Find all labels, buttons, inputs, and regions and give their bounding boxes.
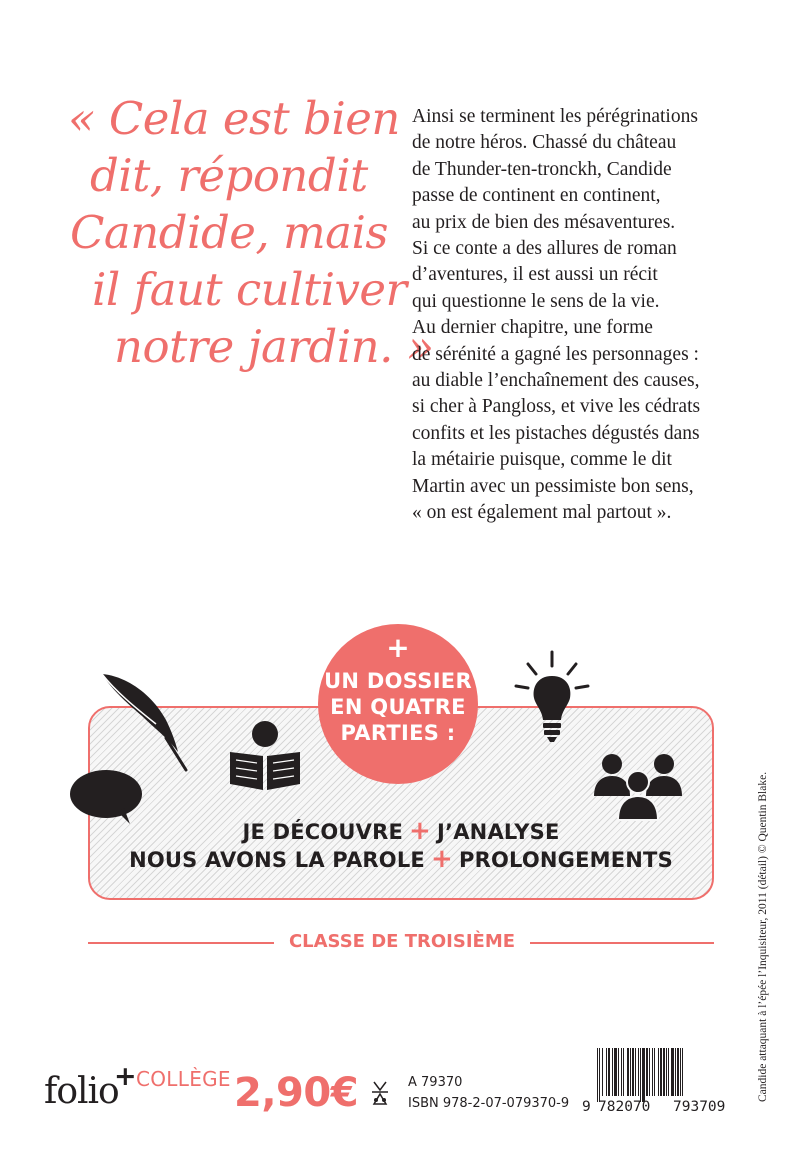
folio-logo: folio bbox=[44, 1071, 119, 1112]
barcode-bar bbox=[599, 1048, 600, 1102]
class-level: CLASSE DE TROISIÈME bbox=[288, 931, 516, 952]
price: 2,90€ bbox=[234, 1070, 359, 1116]
barcode-bar bbox=[640, 1048, 641, 1102]
summary-line: au diable l’enchaînement des causes, bbox=[412, 370, 700, 392]
badge-line: PARTIES : bbox=[340, 721, 456, 745]
barcode-bar bbox=[652, 1048, 653, 1096]
back-cover-summary bbox=[412, 104, 782, 527]
summary-line: la métairie puisque, comme le dit bbox=[412, 449, 672, 471]
publisher-mark-icon bbox=[370, 1080, 390, 1106]
plus-separator: + bbox=[430, 844, 453, 874]
barcode-bar bbox=[638, 1048, 639, 1096]
summary-line: confits et les pistaches dégustés dans bbox=[412, 422, 700, 444]
summary-line: au prix de bien des mésaventures. bbox=[412, 211, 676, 233]
summary-line: si cher à Pangloss, et vive les cédrats bbox=[412, 396, 701, 418]
quote-line: notre jardin. » bbox=[114, 320, 434, 373]
quote-line: il faut cultiver bbox=[92, 263, 407, 316]
barcode-bar bbox=[632, 1048, 634, 1096]
dossier-badge bbox=[318, 624, 478, 784]
barcode-bar bbox=[606, 1048, 607, 1096]
barcode-digit: 782070 bbox=[598, 1099, 651, 1115]
collection-name: COLLÈGE bbox=[136, 1067, 231, 1091]
group-icon bbox=[592, 752, 684, 822]
barcode-bar bbox=[608, 1048, 610, 1096]
illustration-credit: Candide attaquant à l’épée l’Inquisiteur, 2011 (détail) © Quentin Blake. bbox=[757, 771, 769, 1102]
barcode-bar bbox=[642, 1048, 645, 1102]
summary-line: « on est également mal partout ». bbox=[412, 502, 672, 524]
dossier-part: PROLONGEMENTS bbox=[458, 848, 673, 872]
barcode-bar bbox=[614, 1048, 617, 1096]
dossier-part: NOUS AVONS LA PAROLE bbox=[129, 848, 425, 872]
barcode-bar bbox=[675, 1048, 676, 1096]
barcode-bar bbox=[646, 1048, 648, 1096]
lightbulb-icon bbox=[512, 650, 592, 746]
divider-right bbox=[530, 942, 714, 944]
folio-plus-mark: + bbox=[114, 1061, 137, 1092]
catalog-code: A 79370 bbox=[408, 1075, 463, 1090]
barcode-bar bbox=[612, 1048, 613, 1096]
summary-line: d’aventures, il est aussi un récit bbox=[412, 264, 658, 286]
quote-line: dit, répondit bbox=[90, 149, 368, 202]
summary-line: Martin avec un pessimiste bon sens, bbox=[412, 475, 694, 497]
plus-separator: + bbox=[409, 816, 432, 846]
quote-line: Candide, mais bbox=[70, 206, 388, 259]
barcode-bar bbox=[680, 1048, 681, 1096]
barcode-bar bbox=[666, 1048, 667, 1096]
barcode-digit: 9 bbox=[582, 1099, 591, 1115]
barcode-bar bbox=[663, 1048, 665, 1096]
barcode-bar bbox=[621, 1048, 622, 1096]
badge-plus: + bbox=[386, 631, 410, 664]
reader-icon bbox=[226, 720, 304, 792]
barcode-bar bbox=[623, 1048, 624, 1096]
barcode-bar bbox=[654, 1048, 655, 1096]
summary-line: de sérénité a gagné les personnages : bbox=[412, 343, 699, 365]
barcode-bar bbox=[630, 1048, 631, 1096]
dossier-part: JE DÉCOUVRE bbox=[242, 820, 404, 844]
barcode-bar bbox=[649, 1048, 650, 1096]
isbn: ISBN 978-2-07-079370-9 bbox=[408, 1096, 570, 1111]
summary-line: de Thunder-ten-tronckh, Candide bbox=[412, 158, 672, 180]
summary-line: de notre héros. Chassé du château bbox=[412, 132, 677, 154]
barcode-bar bbox=[618, 1048, 619, 1096]
dossier-part: J’ANALYSE bbox=[437, 820, 560, 844]
badge-line: EN QUATRE bbox=[330, 695, 466, 719]
barcode-bar bbox=[677, 1048, 679, 1096]
barcode-bar bbox=[597, 1048, 598, 1102]
barcode-bar bbox=[602, 1048, 603, 1096]
barcode-bar bbox=[668, 1048, 669, 1096]
divider-left bbox=[88, 942, 274, 944]
summary-line: passe de continent en continent, bbox=[412, 185, 661, 207]
dossier-parts-row-2 bbox=[88, 846, 714, 873]
summary-line: qui questionne le sens de la vie. bbox=[412, 290, 660, 312]
pull-quote bbox=[62, 90, 434, 375]
barcode-bar bbox=[658, 1048, 659, 1096]
summary-line: Au dernier chapitre, une forme bbox=[412, 317, 653, 339]
summary-line: Si ce conte a des allures de roman bbox=[412, 238, 677, 260]
quote-line: « Cela est bien bbox=[68, 92, 400, 145]
quill-icon bbox=[96, 668, 192, 774]
barcode-bar bbox=[627, 1048, 629, 1096]
barcode-digit: 793709 bbox=[673, 1099, 726, 1115]
barcode-bar bbox=[635, 1048, 636, 1096]
barcode-bar bbox=[660, 1048, 662, 1096]
summary-line: Ainsi se terminent les pérégrinations bbox=[412, 106, 698, 127]
barcode-bar bbox=[671, 1048, 674, 1096]
badge-line: UN DOSSIER bbox=[324, 669, 472, 693]
dossier-parts-row-1 bbox=[88, 818, 714, 845]
barcode-bars bbox=[595, 1048, 744, 1102]
barcode-bar bbox=[682, 1048, 683, 1096]
